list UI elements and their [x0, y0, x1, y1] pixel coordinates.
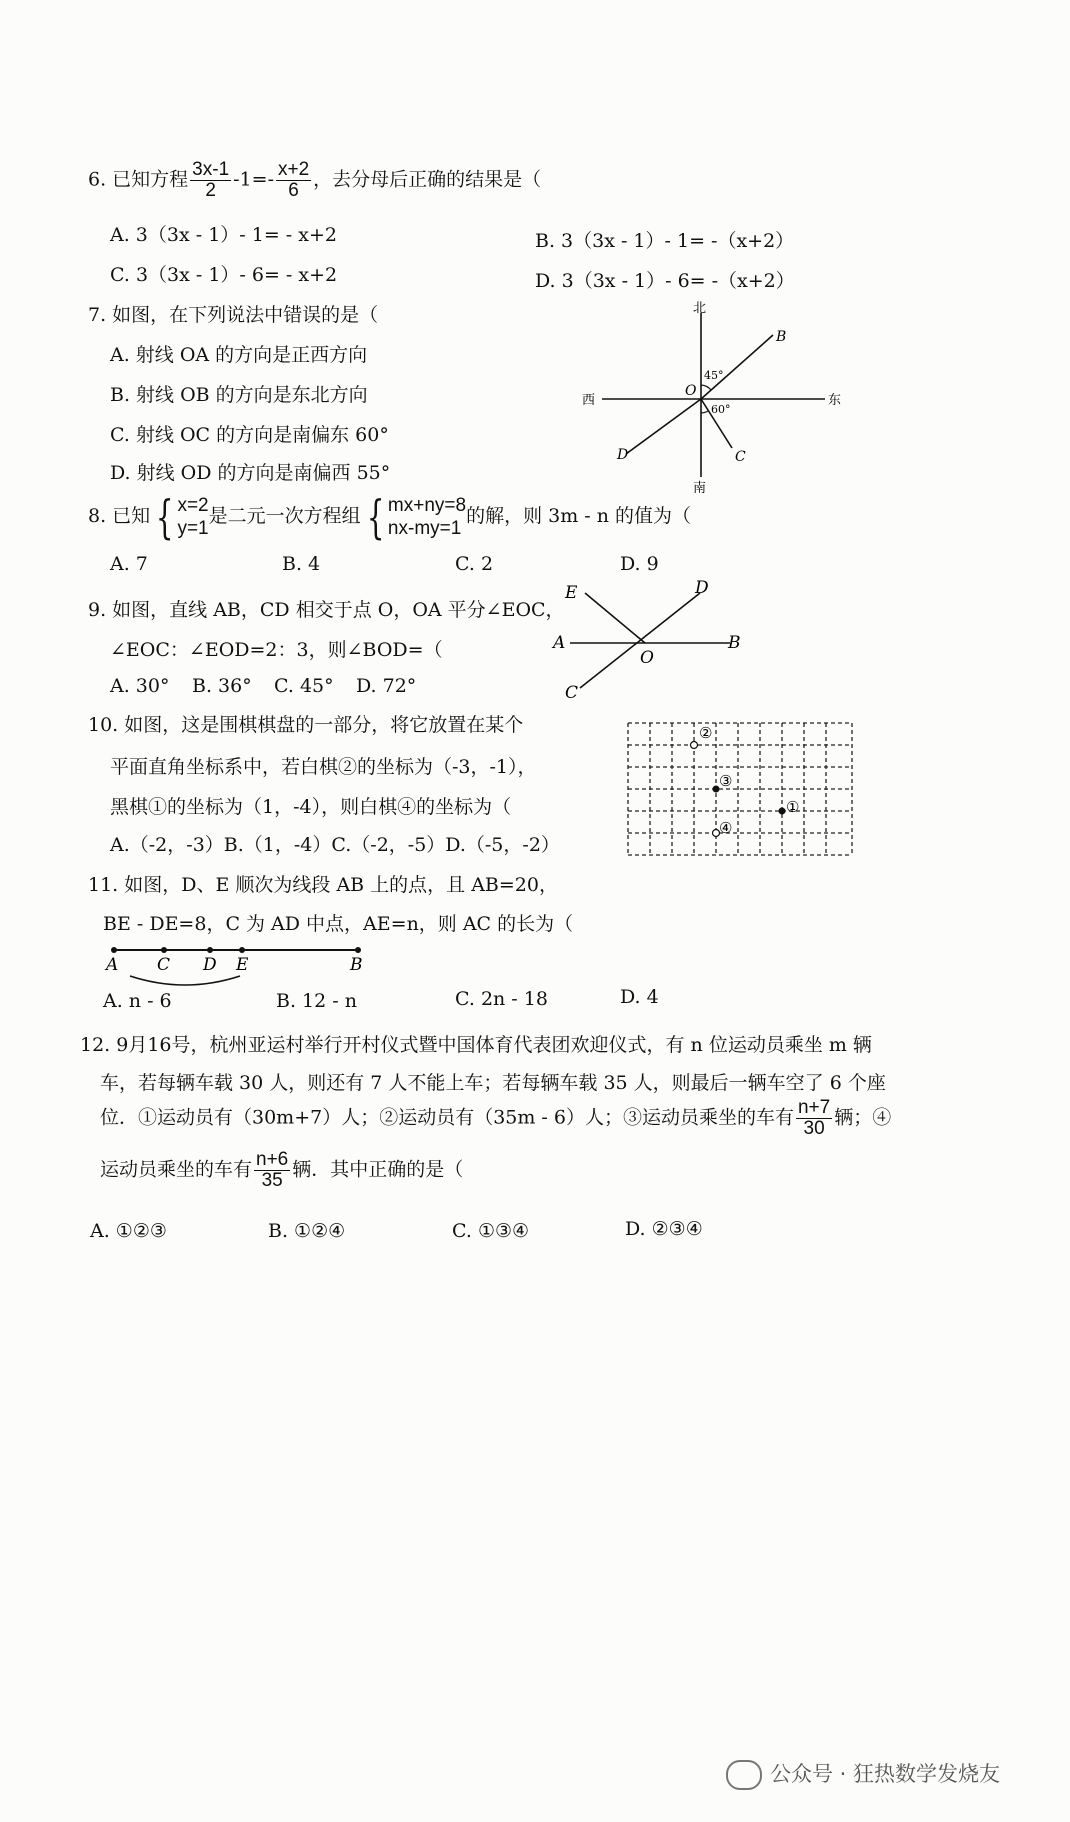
q9-option-b[interactable]: B. 36°	[192, 675, 252, 697]
q7-angle-60: 60°	[711, 403, 731, 416]
q11-option-c[interactable]: C. 2n - 18	[455, 988, 548, 1010]
q12-line3: 位．①运动员有（30m+7）人；②运动员有（35m - 6）人；③运动员乘坐的车有 $\frac{n+7}{30}$ 辆；④	[100, 1097, 892, 1139]
q8-mid: 是二元一次方程组	[208, 505, 361, 527]
q8-option-a[interactable]: A. 7	[110, 553, 148, 575]
q11-point-d	[207, 947, 213, 953]
watermark-text: 公众号 · 狂热数学发烧友	[769, 1762, 1000, 1786]
q10-label-4: ④	[719, 819, 733, 837]
q7-ray-ob	[701, 335, 773, 399]
q12-line1: 12. 9月16号，杭州亚运村举行开村仪式暨中国体育代表团欢迎仪式，有 n 位运动员乘坐 m 辆	[80, 1034, 872, 1056]
q7-option-c[interactable]: C. 射线 OC 的方向是南偏东 60°	[110, 424, 389, 446]
q9-label-c: C	[565, 683, 579, 703]
q11-point-e	[239, 947, 245, 953]
q10-board-grid	[628, 723, 852, 855]
q7-label-east: 东	[828, 393, 842, 408]
q9-label-o: O	[640, 648, 654, 668]
q7-option-b[interactable]: B. 射线 OB 的方向是东北方向	[110, 384, 368, 406]
q11-label-d: D	[203, 955, 217, 975]
q7-arc-45	[701, 385, 711, 390]
q6-lead: 6. 已知方程	[88, 168, 189, 191]
q7-option-a[interactable]: A. 射线 OA 的方向是正西方向	[110, 344, 368, 366]
q10-go-board-figure	[620, 715, 860, 865]
q6-stem	[88, 160, 541, 201]
q9-option-c[interactable]: C. 45°	[274, 675, 334, 697]
q7-label-b: B	[776, 329, 787, 345]
q8-option-c[interactable]: C. 2	[455, 553, 494, 575]
q12-frac1: $\frac{n+7}{30}$	[797, 1097, 831, 1139]
q8-tail: 的解，则 3m - n 的值为（	[466, 505, 691, 527]
q11-label-e: E	[236, 955, 249, 975]
q10-line2: 平面直角坐标系中，若白棋②的坐标为（-3，-1），	[110, 756, 537, 778]
q7-option-d[interactable]: D. 射线 OD 的方向是南偏西 55°	[110, 462, 391, 484]
q10-label-3: ③	[719, 772, 733, 790]
q6-tail: ，去分母后正确的结果是（	[313, 168, 542, 191]
q8-system-equations: { mx+ny=8 nx-my=1	[366, 490, 467, 544]
q6-option-d[interactable]: D. 3（3x - 1）- 6= -（x+2）	[535, 270, 795, 292]
q9-label-e: E	[565, 583, 578, 603]
q7-label-north: 北	[693, 301, 707, 316]
q12-option-a[interactable]: A. ①②③	[90, 1220, 167, 1242]
q9-label-b: B	[728, 633, 741, 653]
q7-label-d: D	[617, 447, 629, 463]
q10-label-2: ②	[699, 724, 713, 742]
q10-line3: 黑棋①的坐标为（1，-4），则白棋④的坐标为（	[110, 796, 512, 818]
q6-option-a[interactable]: A. 3（3x - 1）- 1= - x+2	[110, 224, 337, 246]
q11-point-c	[161, 947, 167, 953]
q9-line-cd	[580, 593, 700, 688]
q9-label-d: D	[695, 578, 709, 598]
q12-line4: 运动员乘坐的车有 $\frac{n+6}{35}$ 辆．其中正确的是（	[100, 1149, 464, 1191]
q11-label-c: C	[157, 955, 171, 975]
q11-line1: 11. 如图，D、E 顺次为线段 AB 上的点，且 AB=20，	[88, 874, 558, 896]
q11-label-b: B	[350, 955, 363, 975]
q9-line1: 9. 如图，直线 AB，CD 相交于点 O，OA 平分∠EOC，	[88, 599, 565, 621]
q7-arc-60	[701, 411, 708, 413]
q7-label-south: 南	[693, 481, 707, 495]
q12-option-c[interactable]: C. ①③④	[452, 1220, 530, 1242]
q7-label-west: 西	[582, 393, 596, 408]
q11-option-d[interactable]: D. 4	[620, 986, 659, 1008]
q6-option-c[interactable]: C. 3（3x - 1）- 6= - x+2	[110, 264, 338, 286]
q11-line2: BE - DE=8，C 为 AD 中点，AE=n，则 AC 的长为（	[103, 913, 574, 935]
q11-option-a[interactable]: A. n - 6	[103, 990, 172, 1012]
q7-angle-45: 45°	[704, 369, 724, 382]
q9-ray-oe	[585, 593, 645, 643]
q12-option-d[interactable]: D. ②③④	[625, 1218, 703, 1240]
q7-stem: 7. 如图，在下列说法中错误的是（	[88, 304, 379, 326]
q7-label-o: O	[685, 383, 697, 399]
q7-label-c: C	[735, 449, 746, 465]
q11-point-a	[111, 947, 117, 953]
q11-segment-figure	[100, 938, 380, 993]
q10-options[interactable]: A.（-2，-3）B.（1，-4）C.（-2，-5）D.（-5，-2）	[110, 834, 560, 856]
q11-brace-ae	[130, 976, 240, 985]
q9-option-d[interactable]: D. 72°	[356, 675, 417, 697]
q11-label-a: A	[106, 955, 119, 975]
q10-label-1: ①	[786, 798, 800, 816]
q10-stone-2	[691, 742, 698, 749]
q9-line2: ∠EOC：∠EOD=2：3，则∠BOD=（	[110, 639, 443, 661]
q8-system-solution: { x=2 y=1	[156, 490, 209, 544]
q12-option-b[interactable]: B. ①②④	[268, 1220, 346, 1242]
q6-option-b[interactable]: B. 3（3x - 1）- 1= -（x+2）	[535, 230, 795, 252]
q12-frac2: $\frac{n+6}{35}$	[256, 1149, 289, 1191]
q6-frac2: $\frac{x+2}{6}$	[278, 159, 310, 201]
q7-ray-od	[626, 399, 701, 454]
q9-option-a[interactable]: A. 30°	[110, 675, 170, 697]
q11-point-b	[355, 947, 361, 953]
q6-mid: -1=-	[233, 168, 274, 191]
q8-stem	[88, 490, 691, 544]
q8-lead: 8. 已知	[88, 505, 151, 527]
q6-frac1: $\frac{3x-1}{2}$	[192, 159, 230, 201]
q8-option-d[interactable]: D. 9	[620, 553, 659, 575]
q9-label-a: A	[553, 633, 566, 653]
watermark	[726, 1758, 1000, 1790]
wechat-icon	[726, 1760, 762, 1790]
q10-line1: 10. 如图，这是围棋棋盘的一部分，将它放置在某个	[88, 714, 524, 736]
q12-line2: 车，若每辆车载 30 人，则还有 7 人不能上车；若每辆车载 35 人，则最后一辆车空了 6 个座	[100, 1072, 886, 1094]
q8-option-b[interactable]: B. 4	[282, 553, 321, 575]
q9-intersecting-lines-figure	[545, 578, 760, 703]
q7-compass-figure	[580, 295, 850, 495]
q10-stone-1	[779, 808, 786, 815]
q11-option-b[interactable]: B. 12 - n	[276, 990, 357, 1012]
